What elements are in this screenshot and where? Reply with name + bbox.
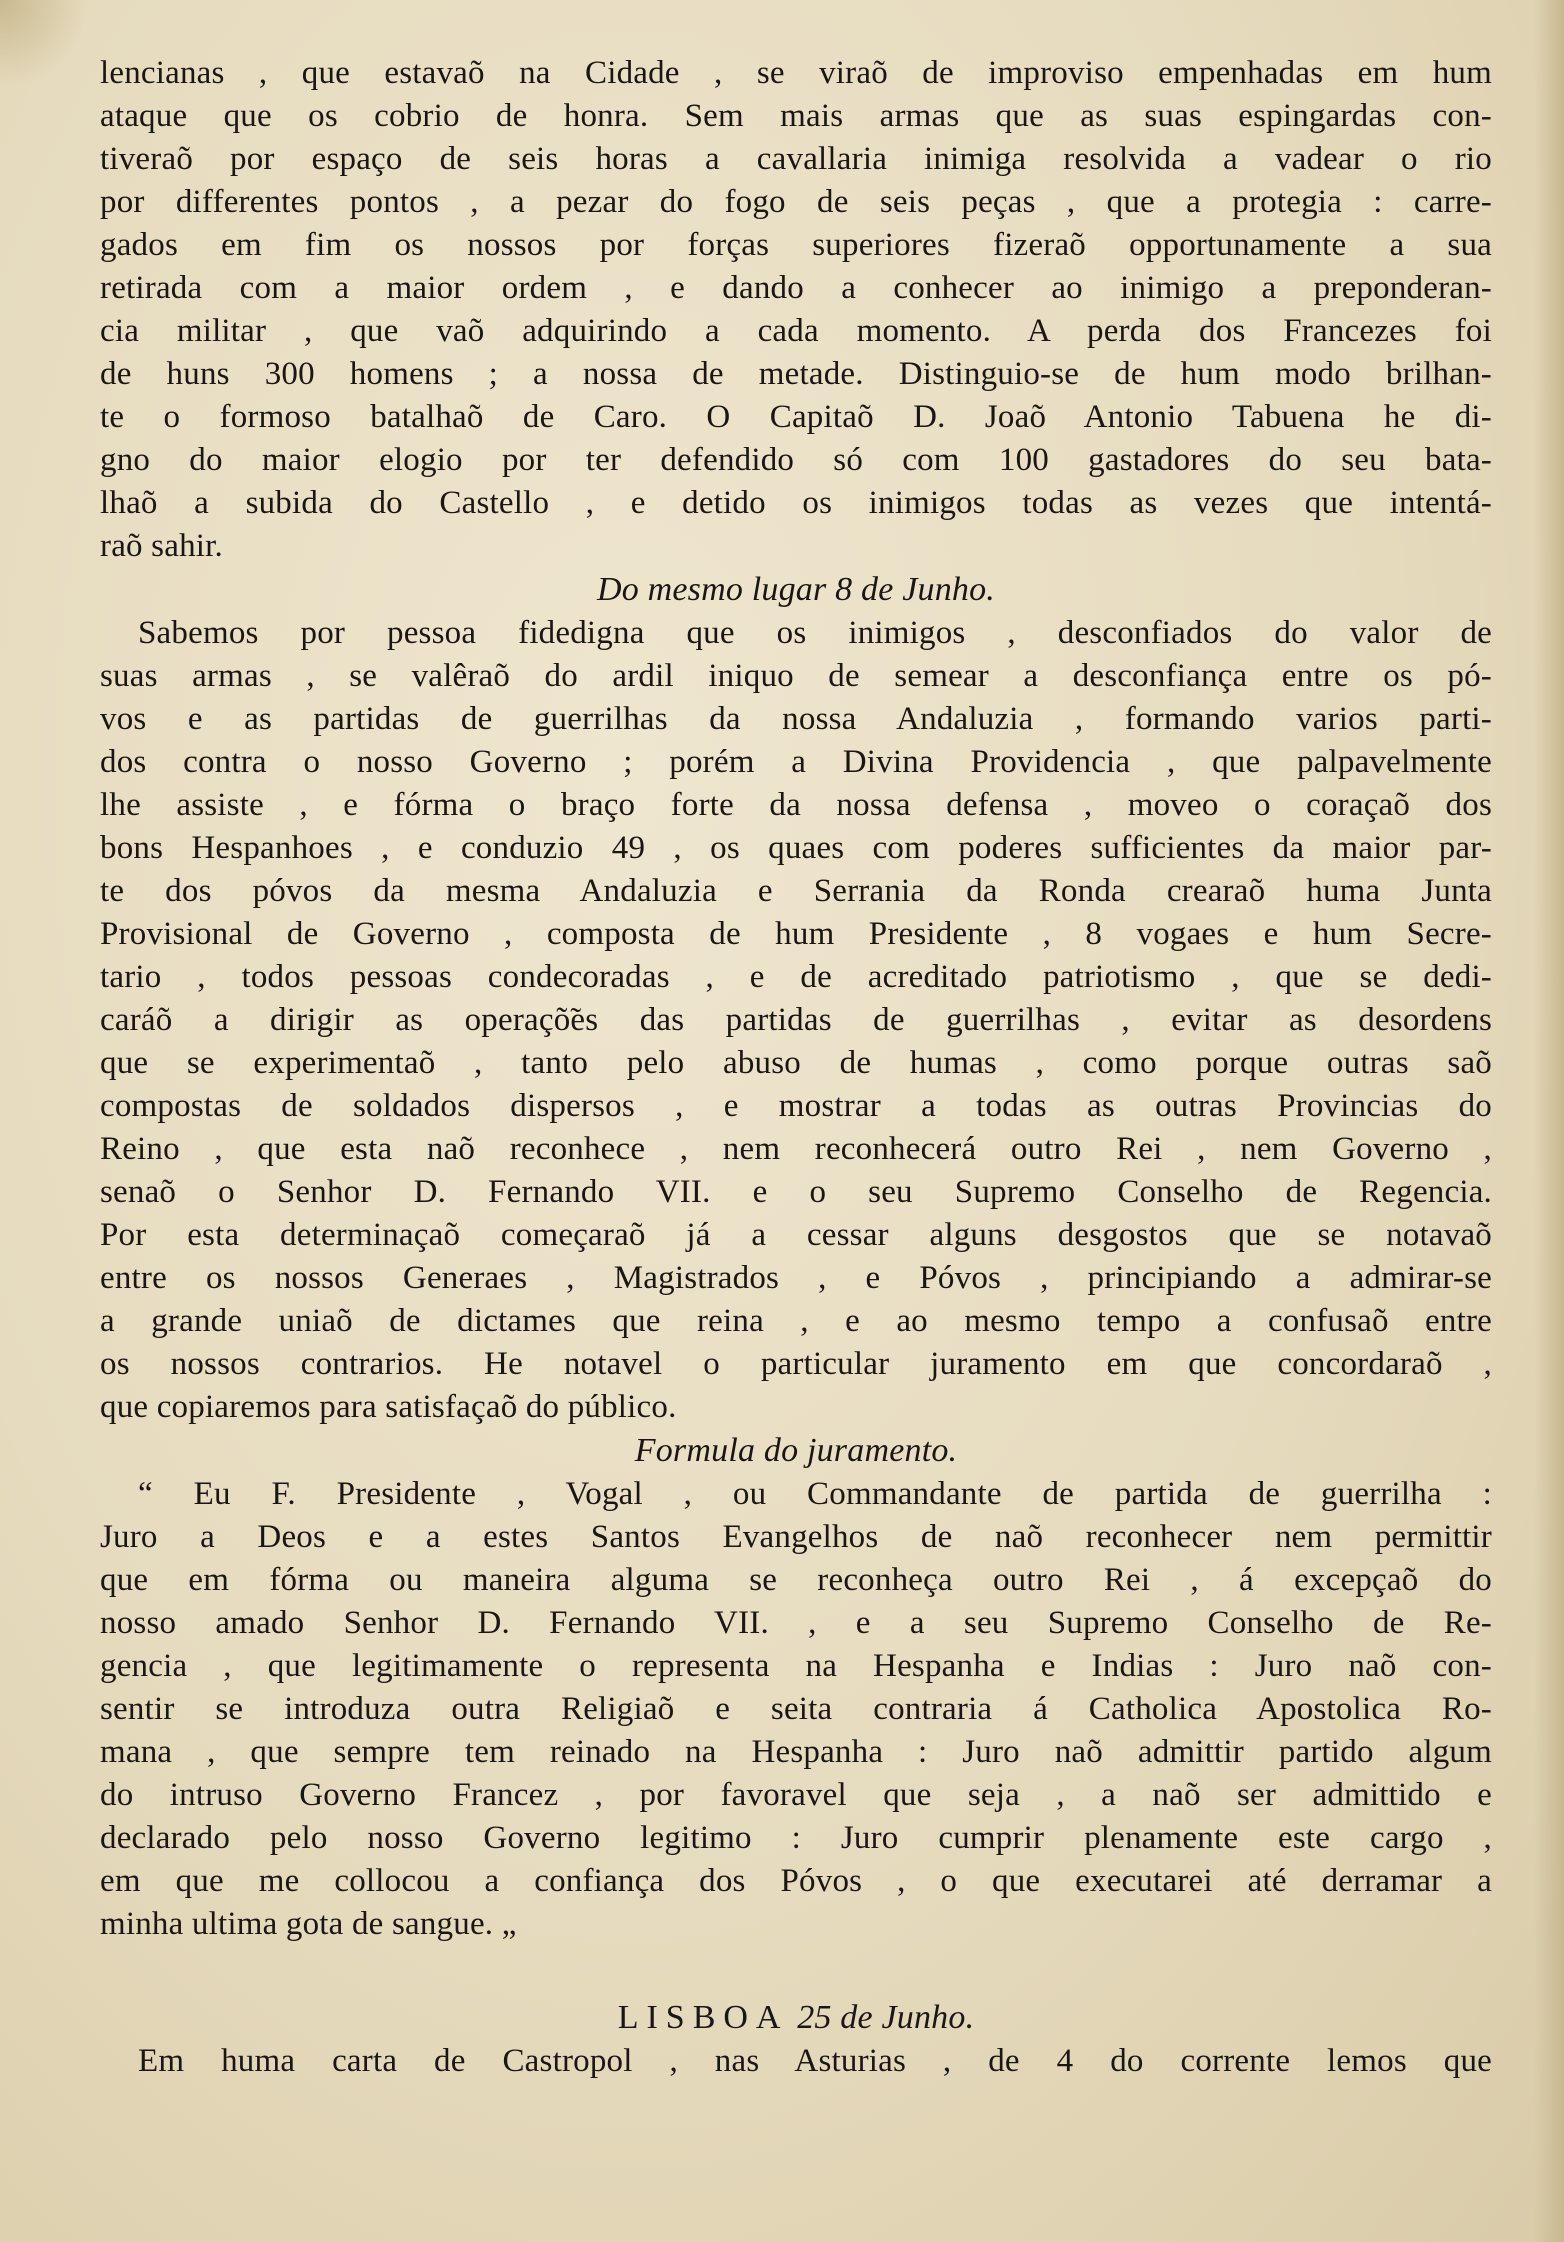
dateline-lisboa bbox=[100, 1996, 1492, 2040]
text-line: Juro a Deos e a estes Santos Evangelhos de naõ reconhecer nem permittir bbox=[100, 1519, 1492, 1555]
text-line: Provisional de Governo , composta de hum Presidente , 8 vogaes e hum Secre- bbox=[100, 916, 1492, 952]
text-line: em que me collocou a confiança dos Póvos , o que executarei até derramar a bbox=[100, 1863, 1492, 1899]
page-edge-shadow bbox=[1534, 0, 1564, 2242]
text-line: que em fórma ou maneira alguma se reconheça outro Rei , á excepçaõ do bbox=[100, 1562, 1492, 1598]
text-line: senaõ o Senhor D. Fernando VII. e o seu Supremo Conselho de Regencia. bbox=[100, 1174, 1492, 1210]
text-line: Em huma carta de Castropol , nas Asturias , de 4 do corrente lemos que bbox=[138, 2043, 1492, 2079]
text-line: te dos póvos da mesma Andaluzia e Serrania da Ronda crearaõ huma Junta bbox=[100, 873, 1492, 909]
text-line: gencia , que legitimamente o representa na Hespanha e Indias : Juro naõ con- bbox=[100, 1648, 1492, 1684]
text-line: a grande uniaõ de dictames que reina , e ao mesmo tempo a confusaõ entre bbox=[100, 1303, 1492, 1339]
text-line: lencianas , que estavaõ na Cidade , se viraõ de improviso empenhadas em hum bbox=[100, 55, 1492, 91]
text-line: te o formoso batalhaõ de Caro. O Capitaõ D. Joaõ Antonio Tabuena he di- bbox=[100, 399, 1492, 435]
text-line: do intruso Governo Francez , por favoravel que seja , a naõ ser admittido e bbox=[100, 1777, 1492, 1813]
text-line: sentir se introduza outra Religiaõ e seita contraria á Catholica Apostolica Ro- bbox=[100, 1691, 1492, 1727]
text-line: declarado pelo nosso Governo legitimo : Juro cumprir plenamente este cargo , bbox=[100, 1820, 1492, 1856]
paragraph-oath-text bbox=[100, 1473, 1492, 1946]
article-body bbox=[100, 52, 1492, 2083]
text-line: “ Eu F. Presidente , Vogal , ou Commandante de partida de guerrilha : bbox=[138, 1476, 1492, 1512]
dateline-date: 25 de Junho. bbox=[797, 1999, 975, 2036]
text-line: caráõ a dirigir as operaçõ̃es das partidas de guerrilhas , evitar as desordens bbox=[100, 1002, 1492, 1038]
text-line: cia militar , que vaõ adquirindo a cada momento. A perda dos Francezes foi bbox=[100, 313, 1492, 349]
text-line: compostas de soldados dispersos , e mostrar a todas as outras Provincias do bbox=[100, 1088, 1492, 1124]
text-line: mana , que sempre tem reinado na Hespanha : Juro naõ admittir partido algum bbox=[100, 1734, 1492, 1770]
text-line: tiveraõ por espaço de seis horas a cavallaria inimiga resolvida a vadear o rio bbox=[100, 141, 1492, 177]
text-line: os nossos contrarios. He notavel o particular juramento em que concordaraõ , bbox=[100, 1346, 1492, 1382]
text-line: gados em fim os nossos por forças superiores fizeraõ opportunamente a sua bbox=[100, 227, 1492, 263]
paragraph-junta-provisional bbox=[100, 612, 1492, 1429]
text-line: Sabemos por pessoa fidedigna que os inimigos , desconfiados do valor de bbox=[138, 615, 1492, 651]
text-line: lhaõ a subida do Castello , e detido os inimigos todas as vezes que intentá- bbox=[100, 485, 1492, 521]
paragraph-continuation bbox=[100, 52, 1492, 568]
text-line: dos contra o nosso Governo ; porém a Divina Providencia , que palpavelmente bbox=[100, 744, 1492, 780]
text-line: ataque que os cobrio de honra. Sem mais armas que as suas espingardas con- bbox=[100, 98, 1492, 134]
text-line: minha ultima gota de sangue. „ bbox=[100, 1906, 517, 1942]
text-line: retirada com a maior ordem , e dando a conhecer ao inimigo a preponderan- bbox=[100, 270, 1492, 306]
corner-stain bbox=[0, 0, 90, 90]
text-line: de huns 300 homens ; a nossa de metade. Distinguio-se de hum modo brilhan- bbox=[100, 356, 1492, 392]
text-line: Reino , que esta naõ reconhece , nem reconhecerá outro Rei , nem Governo , bbox=[100, 1131, 1492, 1167]
text-line: que copiaremos para satisfaçaõ do público. bbox=[100, 1389, 677, 1425]
text-line: nosso amado Senhor D. Fernando VII. , e a seu Supremo Conselho de Re- bbox=[100, 1605, 1492, 1641]
text-line: raõ sahir. bbox=[100, 528, 223, 564]
heading-do-mesmo-lugar: Do mesmo lugar 8 de Junho. bbox=[596, 571, 996, 608]
text-line: suas armas , se valêraõ do ardil iniquo de semear a desconfiança entre os pó- bbox=[100, 658, 1492, 694]
text-line: Por esta determinaçaõ começaraõ já a cessar alguns desgostos que se notavaõ bbox=[100, 1217, 1492, 1253]
text-line: por differentes pontos , a pezar do fogo de seis peças , que a protegia : carre- bbox=[100, 184, 1492, 220]
text-line: gno do maior elogio por ter defendido só com 100 gastadores do seu bata- bbox=[100, 442, 1492, 478]
text-line: que se experimentaõ , tanto pelo abuso de humas , como porque outras saõ bbox=[100, 1045, 1492, 1081]
text-line: tario , todos pessoas condecoradas , e de acreditado patriotismo , que se dedi- bbox=[100, 959, 1492, 995]
paragraph-castropol bbox=[100, 2040, 1492, 2083]
heading-formula-juramento: Formula do juramento. bbox=[634, 1432, 958, 1469]
text-line: lhe assiste , e fórma o braço forte da nossa defensa , moveo o coraçaõ dos bbox=[100, 787, 1492, 823]
dateline-city: LISBOA bbox=[617, 1999, 789, 2036]
text-line: entre os nossos Generaes , Magistrados , e Póvos , principiando a admirar-se bbox=[100, 1260, 1492, 1296]
text-line: vos e as partidas de guerrilhas da nossa Andaluzia , formando varios parti- bbox=[100, 701, 1492, 737]
text-line: bons Hespanhoes , e conduzio 49 , os quaes com poderes sufficientes da maior par- bbox=[100, 830, 1492, 866]
